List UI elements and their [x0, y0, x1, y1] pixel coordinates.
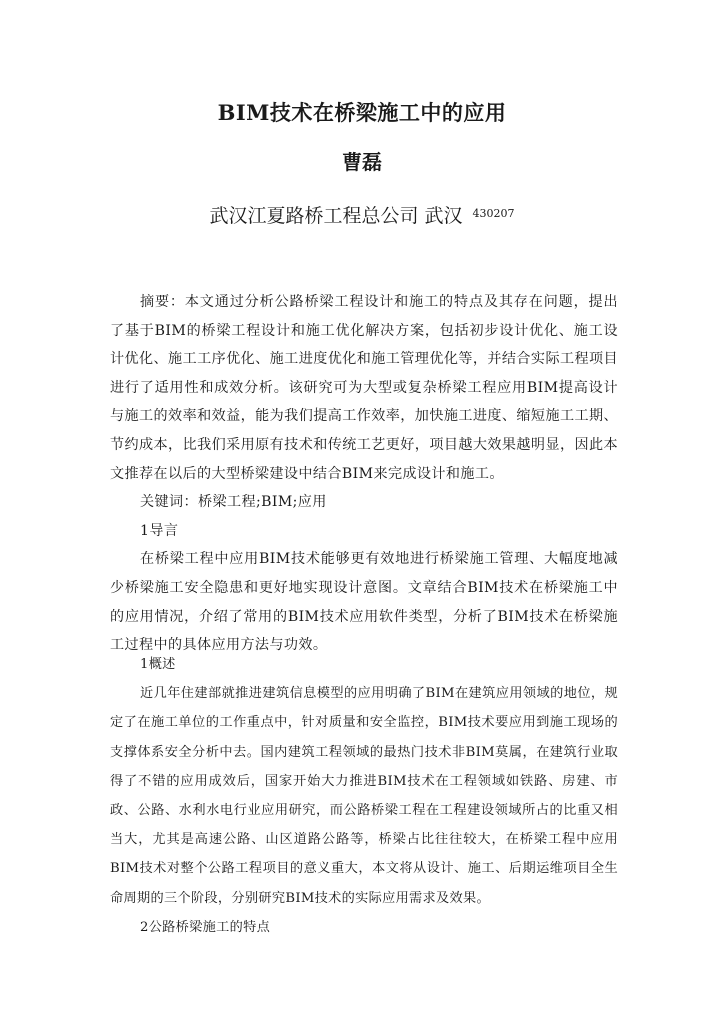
paper-title: BIM技术在桥梁施工中的应用 — [217, 100, 507, 125]
abstract-section — [110, 288, 618, 660]
author-name: 曹磊 — [342, 150, 382, 174]
section-heading-features: 2公路桥梁施工的特点 — [140, 919, 271, 935]
overview-paragraph: 近几年住建部就推进建筑信息模型的应用明确了BIM在建筑应用领域的地位，规定了在施工单位的工作重点中，针对质量和安全监控，BIM技术要应用到施工现场的支撑体系安全分析中去。国内建筑工程领域的最热门技术非BIM莫属，在建筑行业取得了不错的应用成效后，国家开始大力推进BIM技术在工程领域如铁路、房建、市政、公路、水利水电行业应用研究，而公路桥梁工程在工程建设领域所占的比重又相当大，尤其是高速公路、山区道路公路等，桥梁占比往往较大，在桥梁工程中应用BIM技术对整个公路工程项目的意义重大，本文将从设计、施工、后期运维项目全生命周期的三个阶段，分别研究BIM技术的实际应用需求及效果。 — [110, 686, 618, 906]
keywords-line: 关键词：桥梁工程;BIM;应用 — [140, 494, 327, 511]
abstract-paragraph: 摘要：本文通过分析公路桥梁工程设计和施工的特点及其存在问题，提出了基于BIM的桥梁工程设计和施工优化解决方案，包括初步设计优化、施工设计优化、施工工序优化、施工进度优化和施工管理优化等，并结合实际工程项目进行了适用性和成效分析。该研究可为大型或复杂桥梁工程应用BIM提高设计与施工的效率和效益，能为我们提高工作效率，加快施工进度、缩短施工工期、节约成本，比我们采用原有技术和传统工艺更好，项目越大效果越明显，因此本文推荐在以后的大型桥梁建设中结合BIM来完成设计和施工。 — [110, 294, 618, 482]
section-heading-overview: 1概述 — [140, 657, 176, 672]
affiliation: 武汉江夏路桥工程总公司 武汉 — [209, 205, 463, 227]
section-heading-intro: 1导言 — [140, 522, 179, 539]
affiliation-line — [0, 200, 724, 230]
postcode: 430207 — [472, 207, 515, 220]
overview-section — [110, 650, 618, 942]
intro-paragraph: 在桥梁工程中应用BIM技术能够更有效地进行桥梁施工管理、大幅度地减少桥梁施工安全隐患和更好地实现设计意图。文章结合BIM技术在桥梁施工中的应用情况，介绍了常用的BIM技术应用软件类型，分析了BIM技术在桥梁施工过程中的具体应用方法与功效。 — [110, 551, 618, 654]
